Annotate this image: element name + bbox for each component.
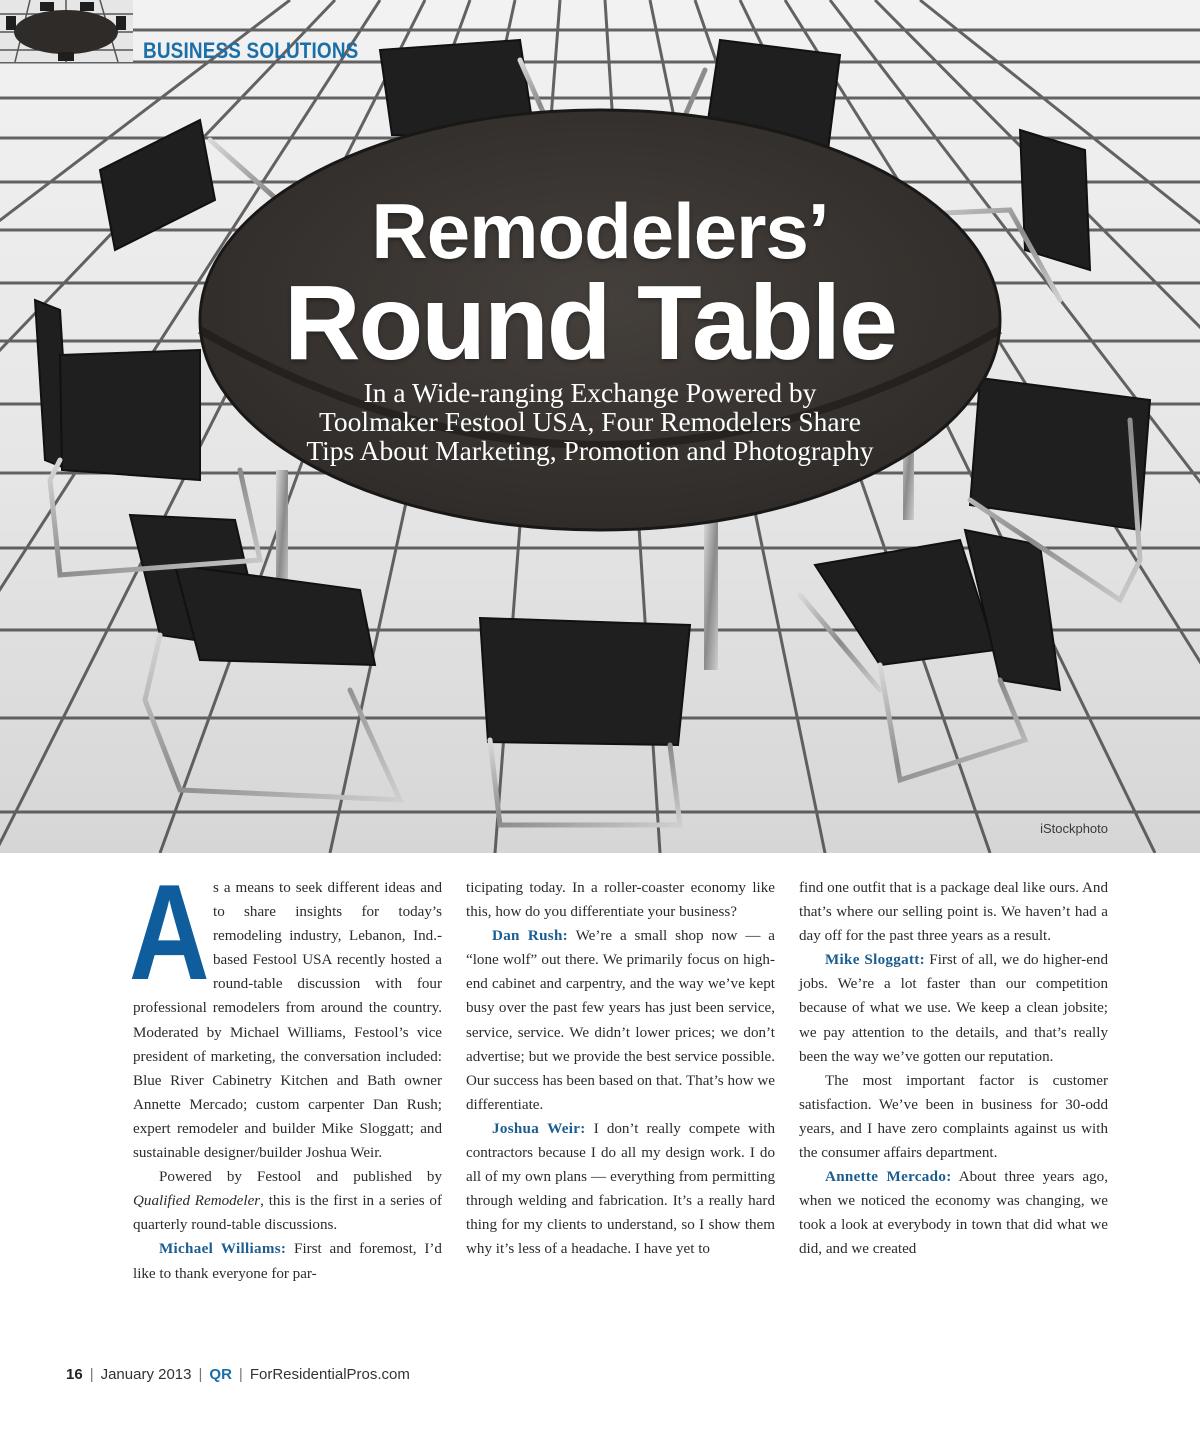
publication-name: Qualified Remodeler: [133, 1193, 261, 1210]
paragraph-text: Powered by Festool and published by: [159, 1169, 442, 1186]
section-thumbnail-image: [0, 0, 133, 62]
headline-line-1: Remodelers’: [371, 187, 829, 275]
deck-line: In a Wide-ranging Exchange Powered by: [363, 377, 817, 408]
page-number: 16: [66, 1366, 83, 1383]
footer-divider: |: [198, 1366, 203, 1383]
footer-divider: |: [238, 1366, 243, 1383]
paragraph-text: ticipating today. In a roller-coaster economy like this, how do you differentiate your business?: [466, 880, 775, 921]
paragraph: [466, 924, 775, 1117]
paragraph: [133, 1237, 442, 1285]
paragraph-text: find one outfit that is a package deal like ours. And that’s where our selling point is. We haven’t had a day off for the past three years as a result.: [799, 880, 1108, 945]
paragraph-text: First and foremost, I’d like to thank everyone for par-: [133, 1241, 442, 1282]
paragraph: [799, 876, 1108, 948]
drop-cap: A: [129, 856, 210, 1008]
speaker-name: Mike Sloggatt:: [825, 952, 925, 969]
paragraph-text: About three years ago, when we noticed the economy was changing, we took a look at everybody in town that did what we did, and we created: [799, 1169, 1108, 1258]
paragraph-text: First of all, we do higher-end jobs. We’re a lot faster than our competition because of what we use. We keep a clean jobsite; we pay attention to the details, and that’s really been the way we’ve gotten our reputation.: [799, 952, 1108, 1065]
headline-line-2: Round Table: [284, 264, 896, 382]
speaker-name: Michael Williams:: [159, 1241, 287, 1258]
paragraph: [799, 1165, 1108, 1261]
paragraph: [466, 876, 775, 924]
website-url: ForResidentialPros.com: [249, 1366, 410, 1383]
section-label: BUSINESS SOLUTIONS: [143, 38, 359, 63]
paragraph: [133, 1165, 442, 1237]
speaker-name: Dan Rush:: [492, 928, 568, 945]
speaker-name: Joshua Weir:: [492, 1120, 586, 1137]
magazine-abbrev: QR: [209, 1366, 232, 1383]
footer-divider: |: [89, 1366, 94, 1383]
article-column-1: [129, 856, 442, 1286]
deck-line: Toolmaker Festool USA, Four Remodelers Share: [319, 406, 861, 437]
speaker-name: Annette Mercado:: [825, 1169, 952, 1186]
paragraph-text: The most important factor is customer satisfaction. We’ve been in business for 30-odd years, and I have zero complaints against us with the consumer affairs department.: [799, 1072, 1108, 1162]
paragraph: [799, 948, 1108, 1068]
paragraph: [799, 1069, 1108, 1165]
issue-date: January 2013: [100, 1366, 192, 1383]
deck-subtitle: [0, 378, 1180, 465]
paragraph: [466, 1117, 775, 1262]
paragraph-text: We’re a small shop now — a “lone wolf” out there. We primarily focus on high-end cabinet and carpentry, and the way we’ve kept busy over the past few years has just been service, service, service. We didn’t lower prices; we don’t advertise; but we provide the best service possible. Our success has been based on that. That’s how we differentiate.: [466, 928, 775, 1113]
page-footer: [66, 1366, 410, 1383]
intro-paragraph: [129, 856, 442, 1165]
article-column-3: [799, 876, 1108, 1262]
paragraph-text: , this is the first in a series of quarterly round-table discussions.: [133, 1193, 442, 1234]
photo-credit: iStockphoto: [1040, 821, 1108, 836]
deck-line: Tips About Marketing, Promotion and Photography: [306, 435, 874, 466]
article-column-2: [466, 876, 775, 1262]
paragraph-text: I don’t really compete with contractors because I do all my design work. I do all of my own plans — everything from permitting through welding and fabrication. It’s a really hard thing for my clients to understand, so I show them why it’s less of a headache. I have yet to: [466, 1120, 775, 1258]
paragraph-text: s a means to seek different ideas and to share insights for today’s remodeling industry, Lebanon, Ind.-based Festool USA recently hosted a round-table discussion with four professional remodelers from around the country. Moderated by Michael Williams, Festool’s vice president of marketing, the conversation included: Blue River Cabinetry Kitchen and Bath owner Annette Mercado; custom carpenter Dan Rush; expert remodeler and builder Mike Sloggatt; and sustainable designer/builder Joshua Weir.: [133, 880, 442, 1162]
